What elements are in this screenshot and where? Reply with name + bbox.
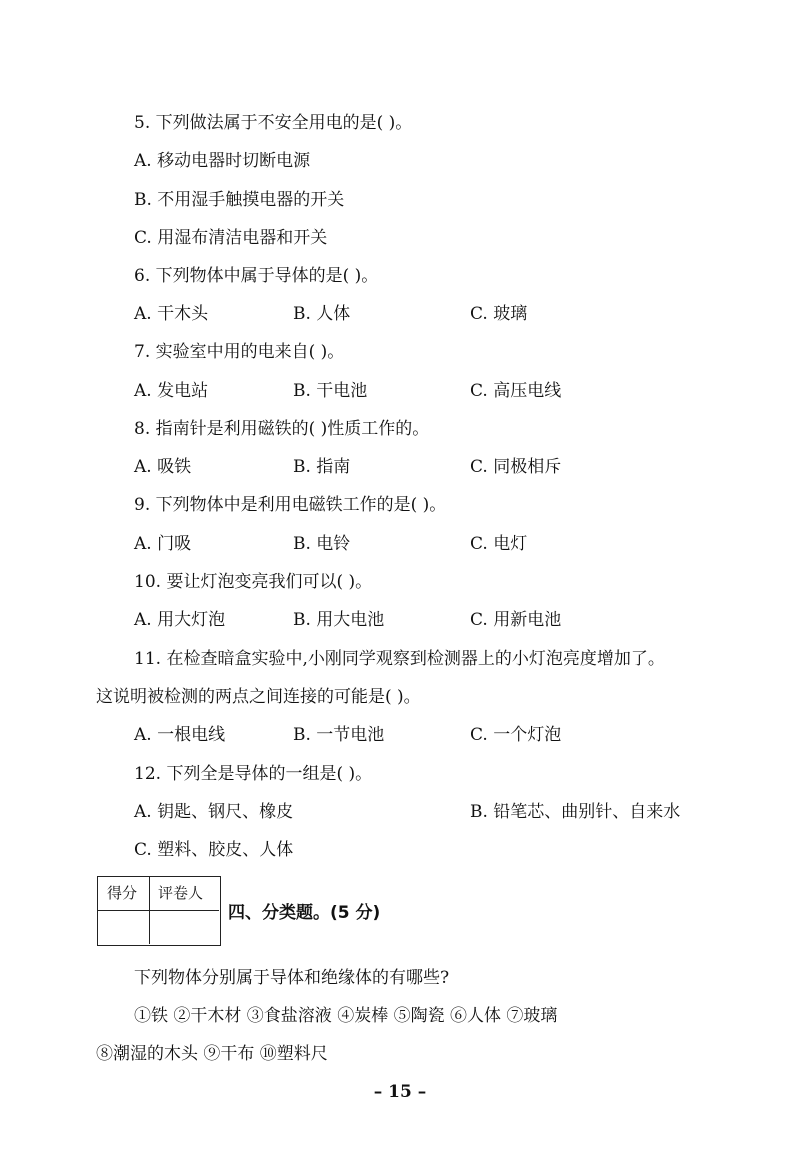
question-7-stem: 7. 实验室中用的电来自( )。 [134,342,345,362]
section-4-prompt: 下列物体分别属于导体和绝缘体的有哪些? [134,968,450,988]
question-8-option-c: C. 同极相斥 [470,457,562,477]
question-9-stem: 9. 下列物体中是利用电磁铁工作的是( )。 [134,495,447,515]
question-9-option-a: A. 门吸 [134,534,192,554]
question-5-option-b: B. 不用湿手触摸电器的开关 [134,190,345,210]
question-11-option-c: C. 一个灯泡 [470,725,562,745]
question-12-option-c: C. 塑料、胶皮、人体 [134,840,294,860]
question-11-stem-continued: 这说明被检测的两点之间连接的可能是( )。 [96,687,421,707]
question-9-option-c: C. 电灯 [470,534,528,554]
question-10-option-c: C. 用新电池 [470,610,562,630]
question-6-option-a: A. 干木头 [134,304,209,324]
section-4-title: 四、分类题。(5 分) [228,903,381,923]
section-4-items-line-1: ①铁 ②干木材 ③食盐溶液 ④炭棒 ⑤陶瓷 ⑥人体 ⑦玻璃 [134,1006,558,1026]
question-5-stem: 5. 下列做法属于不安全用电的是( )。 [134,113,413,133]
question-5-option-a: A. 移动电器时切断电源 [134,151,311,171]
question-12-stem: 12. 下列全是导体的一组是( )。 [134,764,373,784]
question-10-option-a: A. 用大灯泡 [134,610,226,630]
question-10-stem: 10. 要让灯泡变亮我们可以( )。 [134,572,373,592]
score-box [97,876,221,946]
question-6-option-b: B. 人体 [293,304,351,324]
question-11-option-b: B. 一节电池 [293,725,385,745]
grader-entry-cell [150,911,219,944]
question-11-option-a: A. 一根电线 [134,725,226,745]
question-10-option-b: B. 用大电池 [293,610,385,630]
question-5-option-c: C. 用湿布清洁电器和开关 [134,228,328,248]
score-label: 得分 [98,877,150,911]
question-12-option-a: A. 钥匙、钢尺、橡皮 [134,802,294,822]
question-6-option-c: C. 玻璃 [470,304,528,324]
question-11-stem: 11. 在检查暗盒实验中,小刚同学观察到检测器上的小灯泡亮度增加了。 [134,649,665,669]
question-7-option-b: B. 干电池 [293,381,368,401]
question-7-option-c: C. 高压电线 [470,381,562,401]
page-number: – 15 – [373,1082,427,1102]
question-8-stem: 8. 指南针是利用磁铁的( )性质工作的。 [134,419,430,439]
question-9-option-b: B. 电铃 [293,534,351,554]
question-12-option-b: B. 铅笔芯、曲别针、自来水 [470,802,681,822]
question-8-option-b: B. 指南 [293,457,351,477]
question-6-stem: 6. 下列物体中属于导体的是( )。 [134,266,379,286]
score-entry-cell [98,911,150,944]
grader-label: 评卷人 [150,877,219,911]
question-8-option-a: A. 吸铁 [134,457,192,477]
question-7-option-a: A. 发电站 [134,381,209,401]
section-4-items-line-2: ⑧潮湿的木头 ⑨干布 ⑩塑料尺 [96,1044,328,1064]
